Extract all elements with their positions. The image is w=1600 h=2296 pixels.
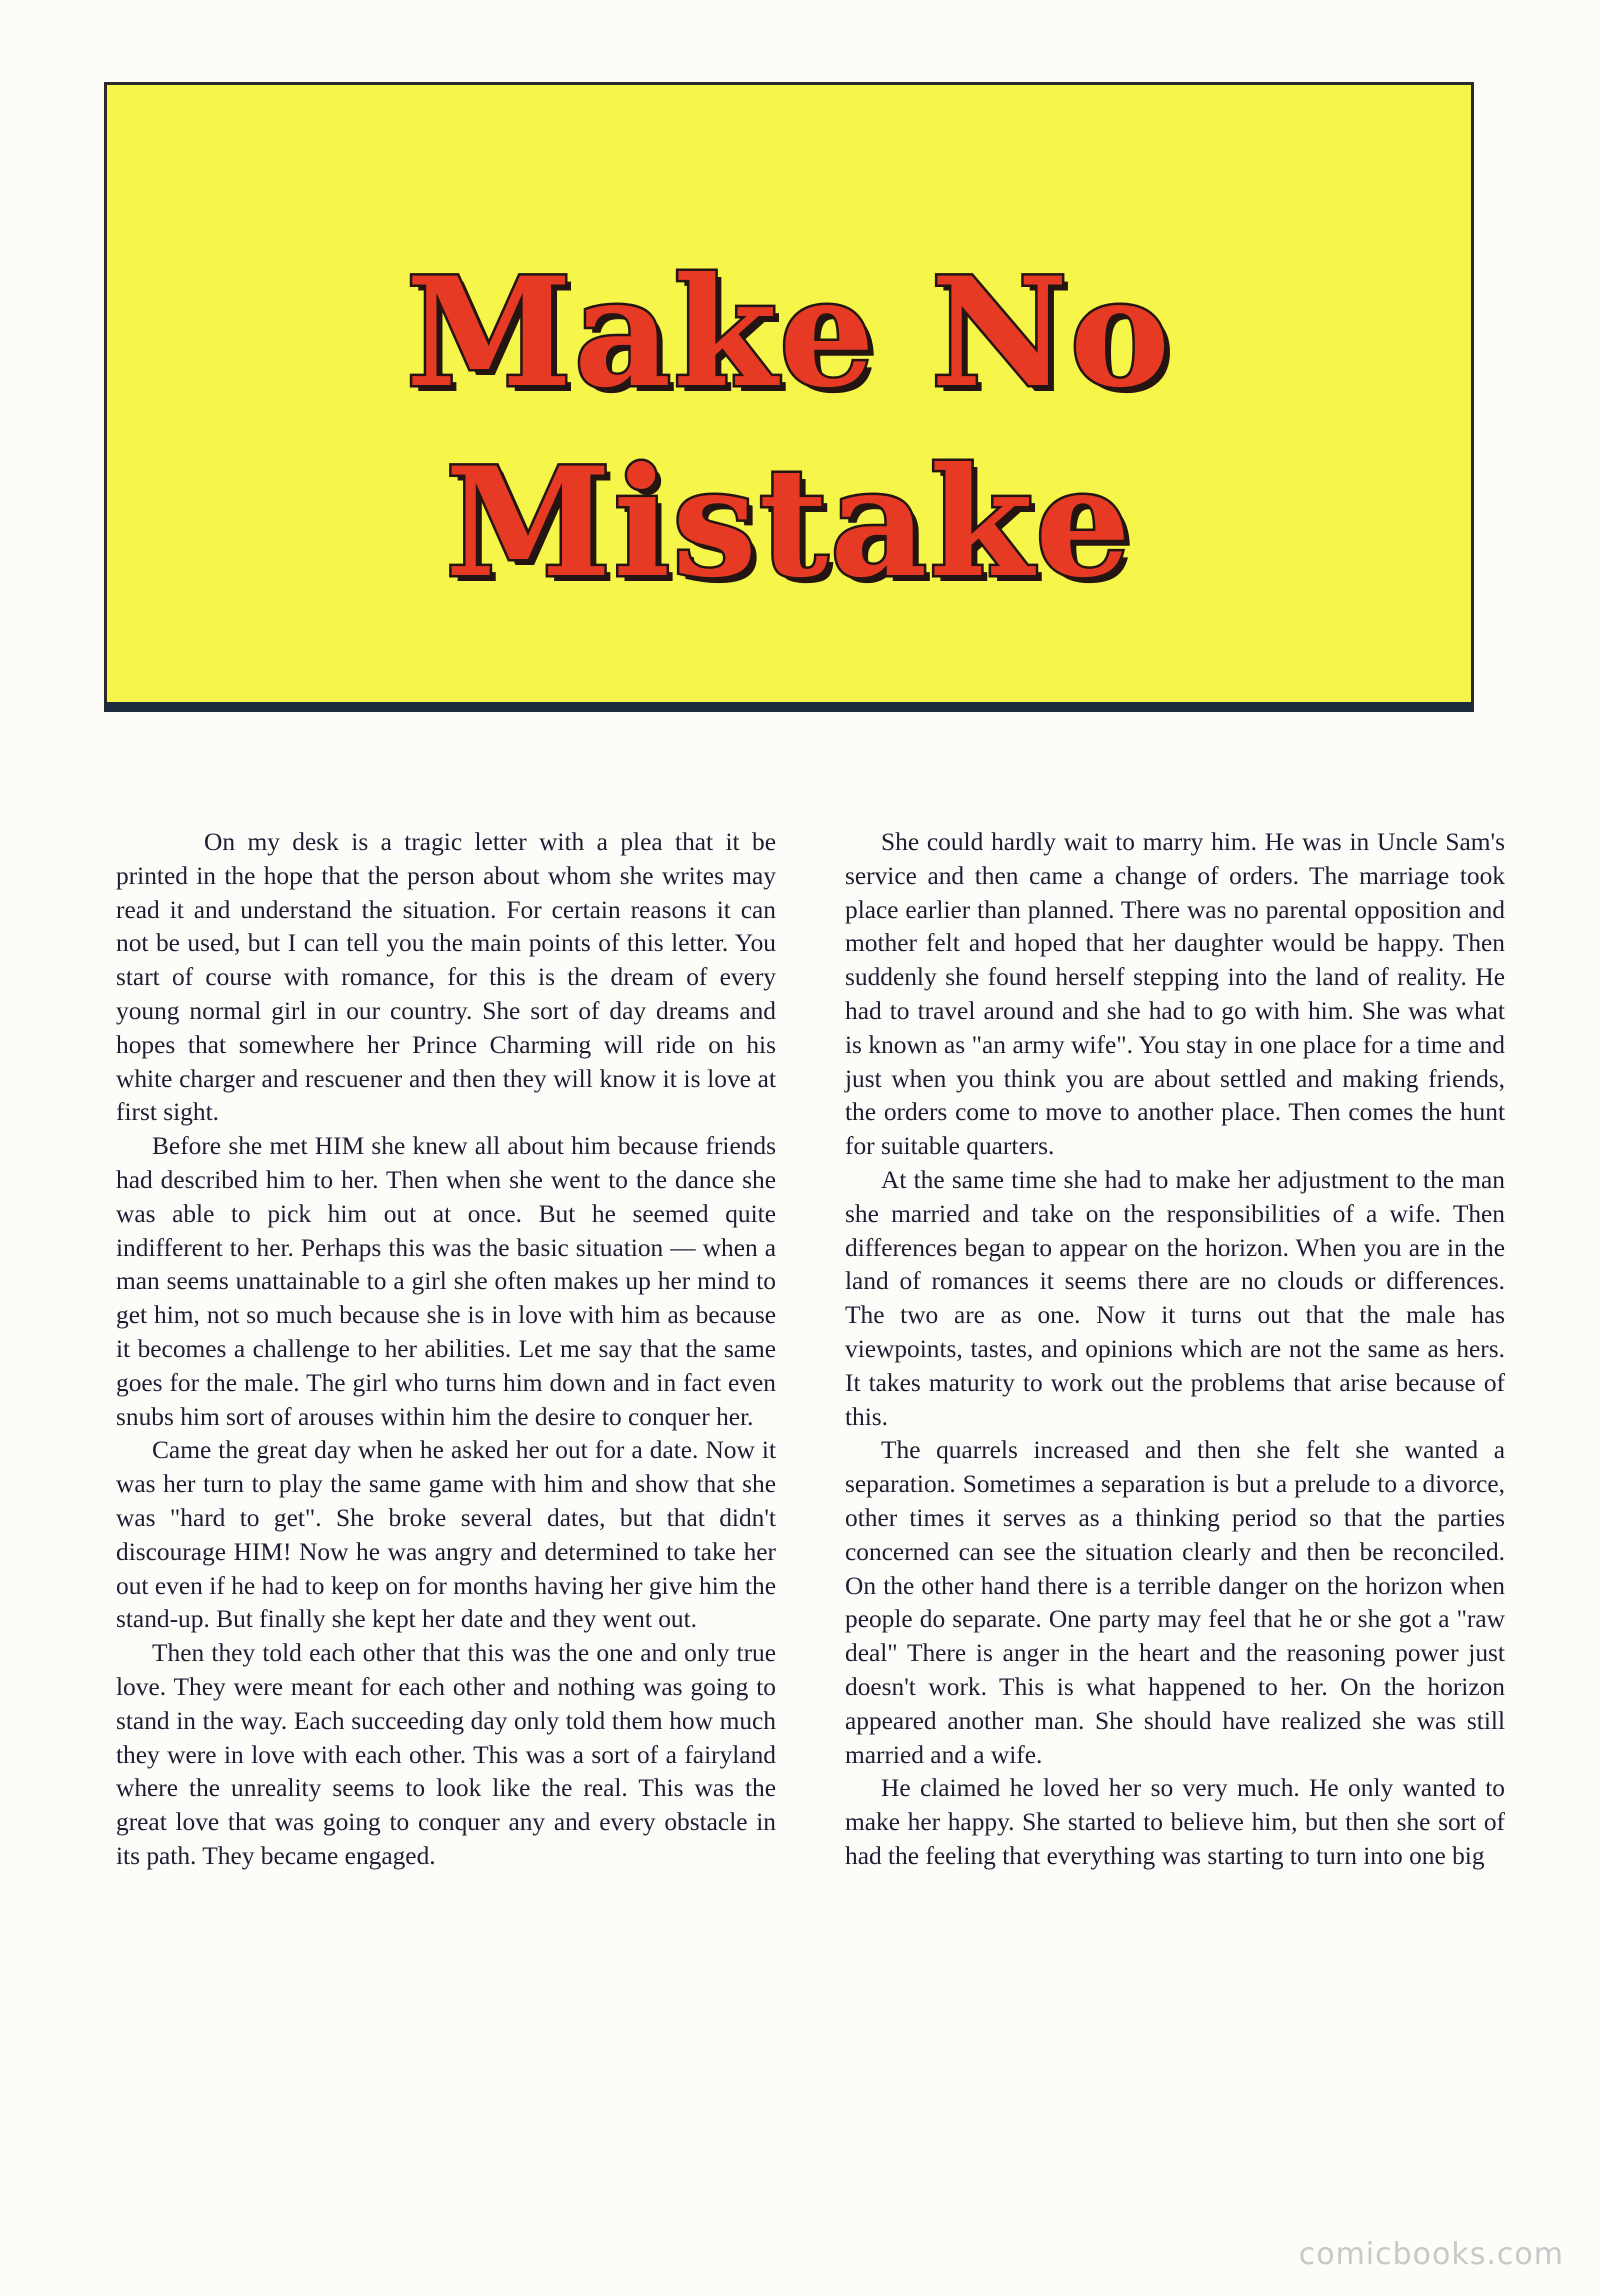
paragraph: The quarrels increased and then she felt she wanted a separation. Sometimes a separation is but a prelude to a divorce, other times it serves as a thinking period so that the parties concerned can see the situation clearly and then be reconciled. On the other hand there is a terrible danger on the horizon when people do separate. One party may feel that he or she got a "raw deal" There is anger in the heart and the reasoning power just doesn't work. This is what happened to her. On the horizon appeared another man. She should have realized she was still married and a wife. xyxy=(845,1436,1505,1769)
page-title-line-1: Make No xyxy=(406,245,1172,421)
paragraph: Then they told each other that this was the one and only true love. They were meant for each other and nothing was going to stand in the way. Each succeeding day only told them how much they were in love with each other. This was a sort of a fairyland where the unreality seems to look like the real. This was the great love that was going to conquer any and every obstacle in its path. They became engaged. xyxy=(116,1639,776,1870)
left-text-column xyxy=(116,826,776,1874)
paragraph: On my desk is a tragic letter with a plea that it be printed in the hope that the person about whom she writes may read it and understand the situation. For certain reasons it can not be used, but I can tell you the main points of this letter. You start of course with romance, for this is the dream of every young normal girl in our country. She sort of day dreams and hopes that somewhere her Prince Charming will ride on his white charger and rescuener and then they will know it is love at first sight. xyxy=(116,828,776,1127)
paragraph: Before she met HIM she knew all about him because friends had described him to her. Then when she went to the dance she was able to pick him out at once. But he seemed quite indifferent to her. Perhaps this was the basic situation — when a man seems unattainable to a girl she often makes up her mind to get him, not so much because she is in love with him as because it becomes a challenge to her abilities. Let me say that the same goes for the male. The girl who turns him down and in fact even snubs him sort of arouses within him the desire to conquer her. xyxy=(116,1132,776,1431)
right-text-column xyxy=(845,826,1505,1874)
paragraph: At the same time she had to make her adjustment to the man she married and take on the responsibilities of a wife. Then differences began to appear on the horizon. When you are in the land of romances it seems there are no clouds or differences. The two are as one. Now it turns out that the male has viewpoints, tastes, and opinions which are not the same as hers. It takes maturity to work out the problems that arise because of this. xyxy=(845,1165,1505,1431)
watermark: comicbooks.com xyxy=(1298,2237,1564,2272)
paragraph: Came the great day when he asked her out for a date. Now it was her turn to play the same game with him and show that she was "hard to get". She broke several dates, but that didn't discourage HIM! Now he was angry and determined to take her out even if he had to keep on for months having her give him the stand-up. But finally she kept her date and they went out. xyxy=(116,1436,776,1634)
title-panel xyxy=(104,82,1474,712)
page-title-line-2: Mistake xyxy=(445,435,1133,611)
paragraph: She could hardly wait to marry him. He was in Uncle Sam's service and then came a change of orders. The marriage took place earlier than planned. There was no parental opposition and mother felt and hoped that her daughter would be happy. Then suddenly she found herself stepping into the land of reality. He had to travel around and she had to go with him. She was what is known as "an army wife". You stay in one place for a time and just when you think you are about settled and making friends, the orders come to move to another place. Then comes the hunt for suitable quarters. xyxy=(845,828,1505,1161)
paragraph: He claimed he loved her so very much. He only wanted to make her happy. She started to believe him, but then she sort of had the feeling that everything was starting to turn into one big xyxy=(845,1774,1505,1870)
